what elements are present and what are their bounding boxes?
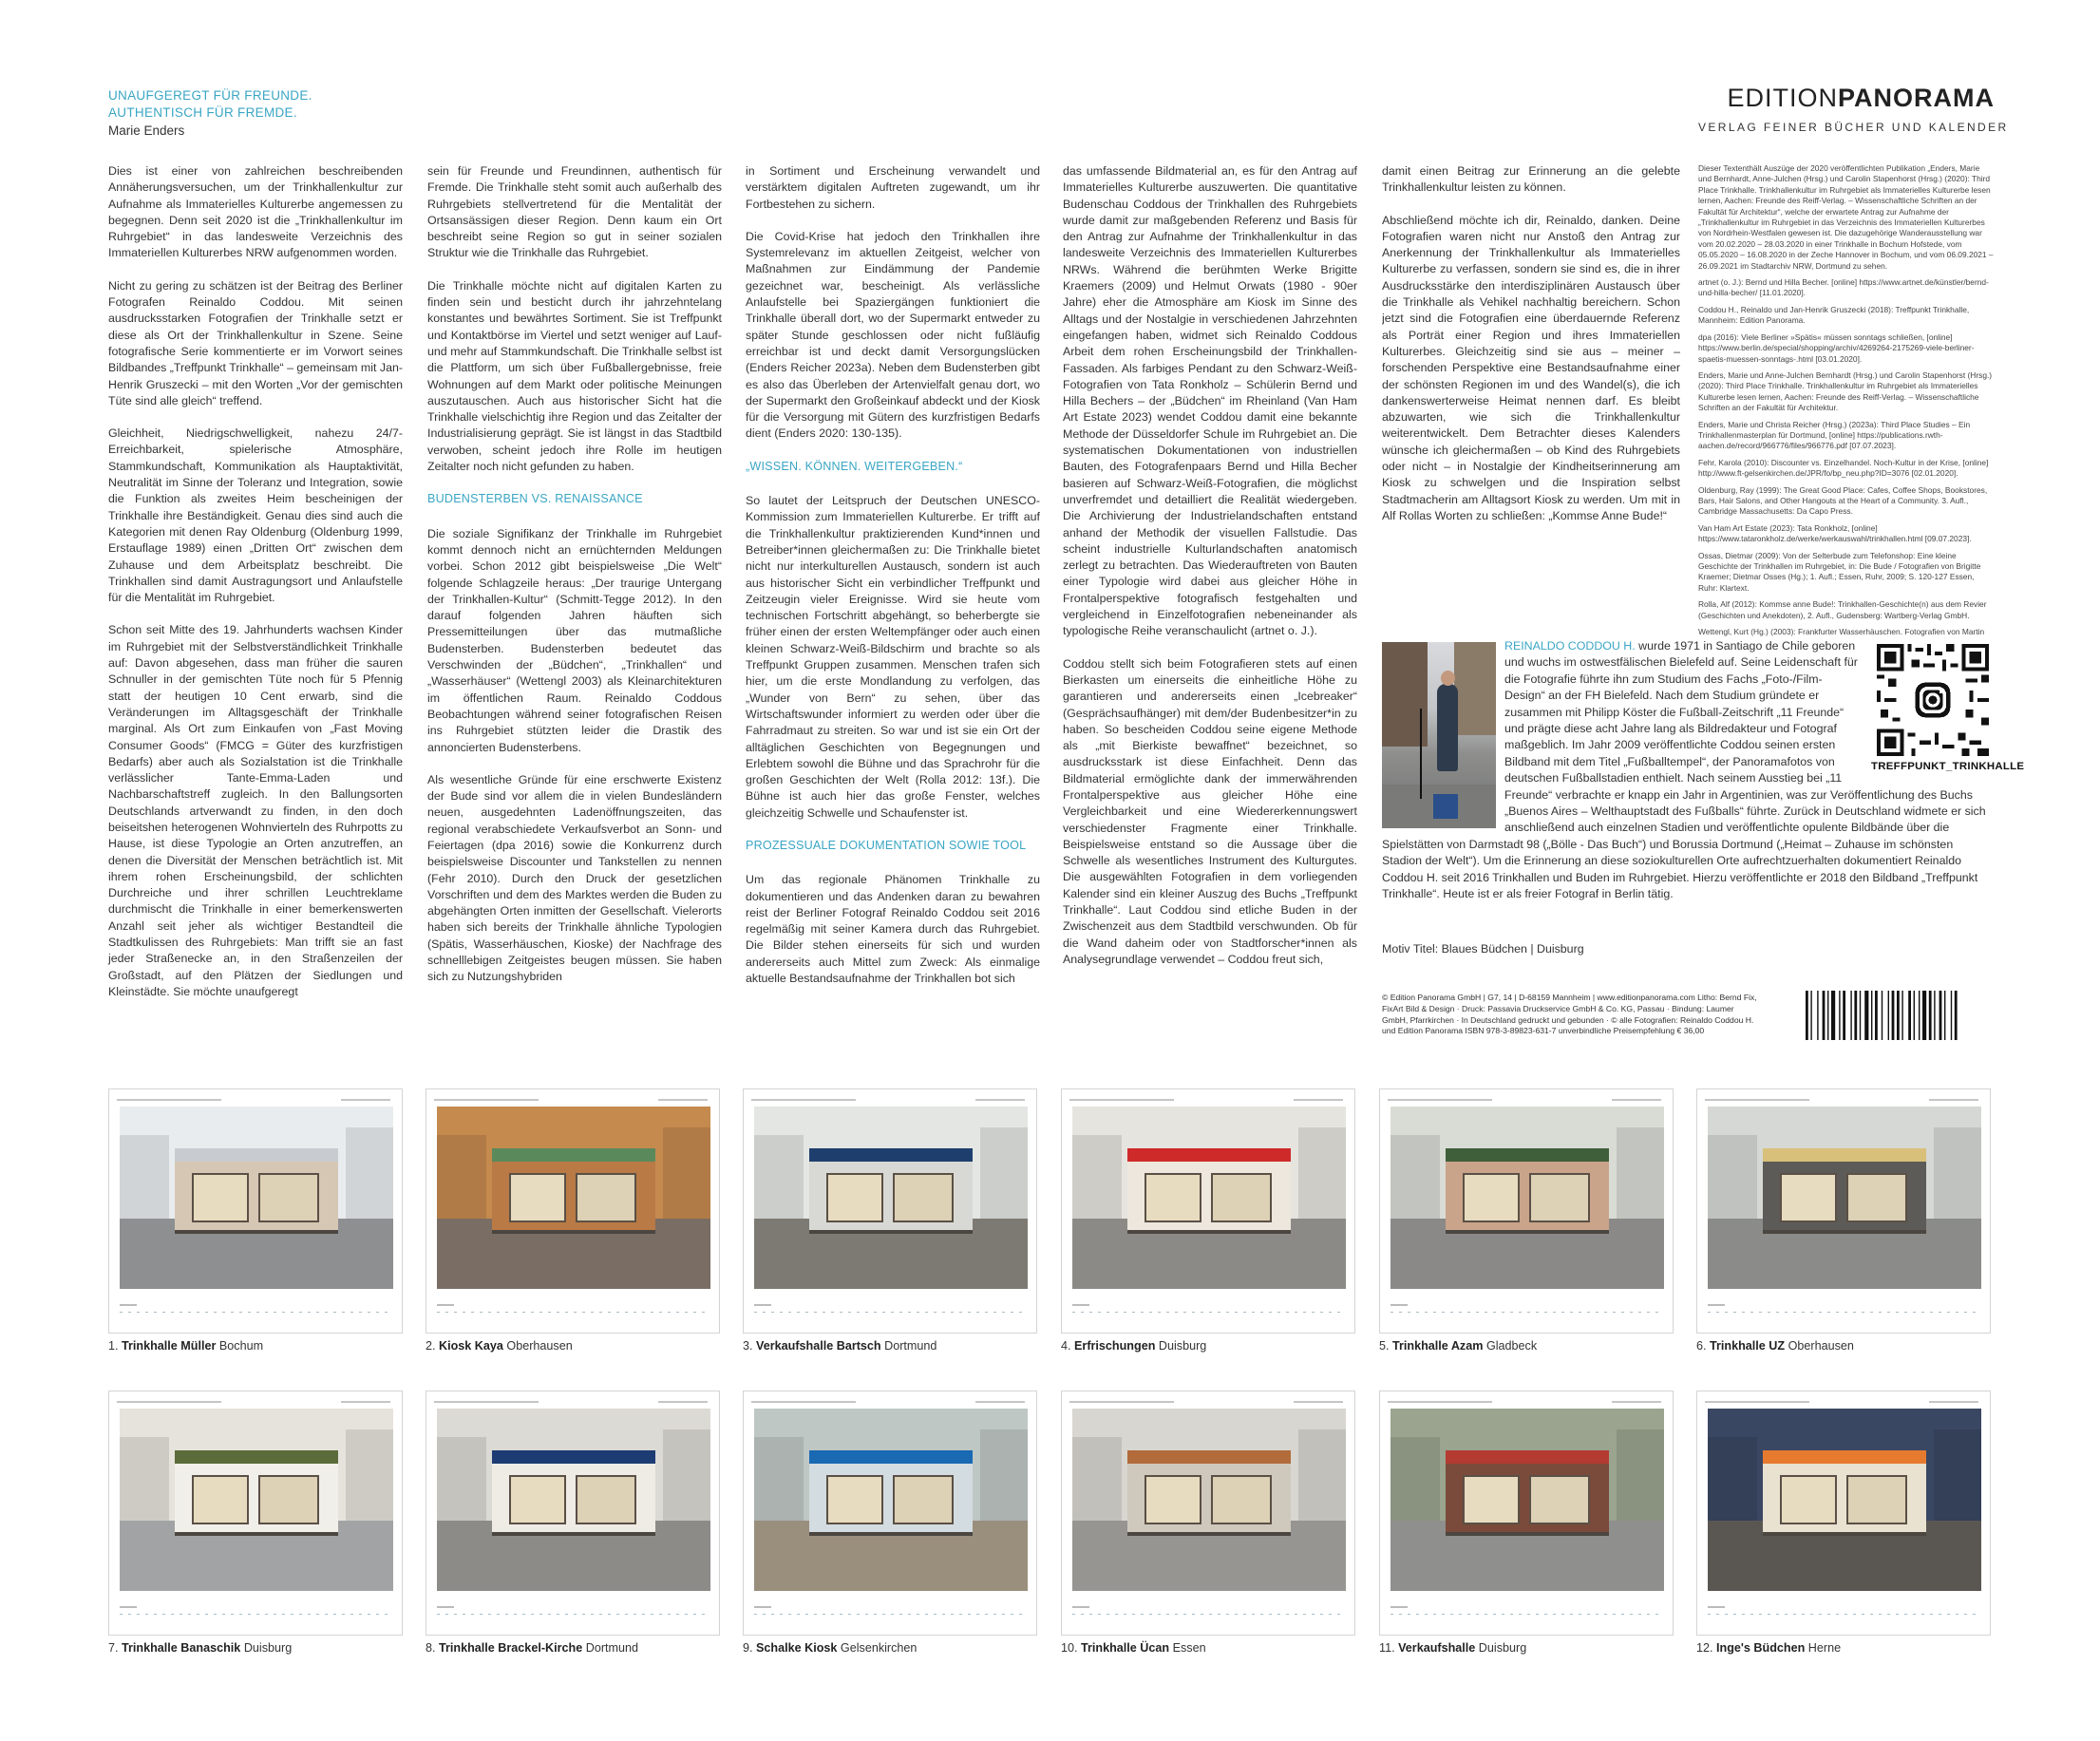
month-caption — [743, 1641, 917, 1655]
reference-item: Van Ham Art Estate (2023): Tata Ronkholz, [online] https://www.tataronkholz.de/werke/werkauswahl/trinkhallen.html [09.07.2023]. — [1698, 522, 1972, 544]
imprint: © Edition Panorama GmbH | G7, 14 | D-68159 Mannheim | www.editionpanorama.com Litho: Bernd Fix, FixArt Bild & Design · Druck: Passavia Druckservice GmbH & Co. KG, Passau · Bindung: Laumer GmbH, Pfarrkirchen · In Deutschland gedruckt und gebunden · © alle Fotografien: Reinaldo Coddou H. und Edition Panorama ISBN 978-3-89823-631-7 unverbindliche Preisempfehlung € 36,00 — [1382, 993, 1757, 1036]
calendar-day-strip — [754, 1606, 1028, 1619]
calendar-month-thumbnail[interactable] — [743, 1088, 1037, 1334]
reference-item: Oldenburg, Ray (1999): The Great Good Place: Cafes, Coffee Shops, Bookstores, Bars, Hair Salons, and Other Hangouts at the Heart of a Community. 3. Aufl., Cambridge Massachusetts: Da Capo Press. — [1698, 484, 1988, 517]
kiosk-city: Gladbeck — [1485, 1339, 1538, 1353]
calendar-day-strip — [1708, 1606, 1981, 1619]
paragraph: sein für Freunde und Freundinnen, authentisch für Fremde. Die Trinkhalle steht somit auch außerhalb des Ruhrgebiets stellvertretend für die Mentalität der Ortsansässigen dieser Region. Denn kaum ein Ort beschreibt seine Region so gut in seiner sozialen Struktur wie die Trinkhalle das Ruhrgebiet. — [427, 164, 722, 260]
month-caption — [1379, 1339, 1537, 1353]
references-list — [1698, 163, 1995, 636]
cover-motif: Motiv Titel: Blaues Büdchen | Duisburg — [1382, 942, 1584, 956]
paragraph: So lautet der Leitspruch der Deutschen UNESCO-Kommission zum Immateriellen Kulturerbe. Er trifft auf die Trinkhallenkultur praktizierenden Kund*innen und Betreiber*innen gleichermaßen zu: Die Trinkhalle bietet nicht nur interkulturellen Austausch, sondern ist auch aus historischer Sicht ein verbindlicher Treffpunkt und Zeitzeugin vieler Ereignisse. Wird sie heute vom technischen Fortschritt abgehängt, so beherbergte sie früher einen der ersten Weltempfänger oder auch einen kleinen Schwarz-Weiß-Bildschirm und brachte so als Treffpunkt Gruppen zusammen. Menschen trafen sich hier, um die erste Mondlandung zu verfolgen, das „Wunder von Bern“ zu sehen, über das Wirtschaftswunder informiert zu werden oder über die Fahrradmaut zu streiten. So war und ist sie ein Ort der alltäglichen Geschichten von Begegnungen und Erlebtem sowohl die Bühne und das Sprachrohr für die großen Geschichten der Welt (Rolla 2012: 13f.). Die Bühne ist auch hier das große Fenster, welches gleichzeitig Schwelle und Schaufenster ist. — [746, 494, 1040, 820]
kiosk-name: Schalke Kiosk — [756, 1641, 838, 1655]
month-caption — [1696, 1641, 1841, 1655]
article-kicker-1: UNAUFGEREGT FÜR FREUNDE. — [108, 88, 312, 103]
kiosk-name: Erfrischungen — [1074, 1339, 1156, 1353]
kiosk-city: Oberhausen — [506, 1339, 573, 1353]
month-caption — [108, 1641, 292, 1655]
paragraph: Abschließend möchte ich dir, Reinaldo, danken. Deine Fotografien waren nicht nur Anstoß den Antrag zur Anerkennung der Trinkhallenkultur als Immaterielles Kulturerbe zu verfassen, sondern sie sind es, die in ihrer Ausdrucksstärke den interdisziplinären Austausch über die Trinkhalle als Vehikel nachhaltig bereichern. Schon jetzt sind die Fotografien eine überdauernde Referenz als Porträt einer Region und ihres Immateriellen Kulturerbes. Gleichzeitig sind sie aus – meiner – forschenden Perspektive eine Bestandsaufnahme einer der schönsten Regionen im und des Wandel(s), die ich dankenswerterweise Heimat nennen darf. Es bleibt abzuwarten, wie sich die Trinkhallenkultur weiterentwickelt. Dem Betrachter dieses Kalenders wünsche ich gleichermaßen – ob Kind des Ruhrgebiets oder nicht – in Nostalgie der Kindheitserinnerung am Kiosk zu schwelgen und die Inspiration selbst Stadtmacherin am Alltagsort Kiosk zu werden. Um mit in Alf Rollas Worten zu schließen: „Kommse Anne Bude!“ — [1382, 213, 1680, 522]
paragraph: Die Covid-Krise hat jedoch den Trinkhallen ihre Systemrelevanz im aktuellen Zeitgeist, welcher von Maßnahmen zur Eindämmung der Pandemie gezeichnet war, bescheinigt. Als verlässliche Anlaufstelle bei Spaziergängen funktioniert die Trinkhalle überall dort, wo der Supermarkt entweder zu später Stunde geschlossen oder nicht fußläufig erreichbar ist und deckt damit Versorgungslücken (Enders Reicher 2023a). Neben dem Budensterben gibt es also das Überleben der Artenvielfalt genau dort, wo der Supermarkt den Großeinkauf abdeckt und der Kiosk für die Versorgung mit Gütern des kurzfristigen Bedarfs dient (Enders 2020: 130-135). — [746, 229, 1040, 441]
calendar-day-strip — [1391, 1606, 1664, 1619]
calendar-day-strip — [1708, 1304, 1981, 1317]
reference-item: Wettengl, Kurt (Hg.) (2003): Frankfurter Wasserhäuschen. Fotografien von Martin — [1698, 627, 1985, 636]
article-author: Marie Enders — [108, 123, 185, 138]
kiosk-city: Gelsenkirchen — [840, 1641, 918, 1655]
brand-tagline: VERLAG FEINER BÜCHER UND KALENDER — [1698, 121, 2009, 134]
reference-item: Enders, Marie und Anne-Julchen Bernhardt (Hrsg.) und Carolin Stapenhorst (Hrsg.) (2020): Third Place Trinkhalle. Trinkhallenkultur im Ruhrgebiet als Immaterielles Kulturerbe lesen lernen, Aachen: Freunde des Reiff-Verlag. – Wissenschaftliche Schriften an der Fakultät für Architektur. — [1698, 369, 1993, 413]
calendar-month-thumbnail[interactable] — [1696, 1088, 1991, 1334]
calendar-day-strip — [120, 1304, 393, 1317]
text-column-1 — [108, 163, 403, 1016]
calendar-day-strip — [754, 1304, 1028, 1317]
text-column-3 — [746, 163, 1040, 1003]
thumbnail-header — [751, 1097, 1029, 1103]
calendar-month-thumbnail[interactable] — [426, 1088, 720, 1334]
thumbnail-header — [1705, 1399, 1982, 1405]
calendar-day-strip — [1072, 1606, 1346, 1619]
section-heading: PROZESSUALE DOKUMENTATION SOWIE TOOL — [746, 838, 1027, 852]
month-number: 5. — [1379, 1339, 1390, 1353]
month-caption — [426, 1339, 573, 1353]
month-number: 7. — [108, 1641, 119, 1655]
isbn-barcode — [1806, 991, 1996, 1040]
calendar-month-thumbnail[interactable] — [1061, 1391, 1355, 1636]
brand-logo — [1698, 84, 2009, 134]
kiosk-photo — [1708, 1107, 1981, 1289]
reference-item: Dieser Textenthält Auszüge der 2020 veröffentlichten Publikation „Enders, Marie und Bernhardt, Anne-Julchen (Hrsg.) und Carolin Stapenhorst (Hrsg.) (2020): Third Place Trinkhalle. Trinkhallenkultur im Ruhrgebiet als Immaterielles Kulturerbe lesen lernen, Aachen: Freunde des Reiff-Verlag. – Wissenschaftliche Schriften an der Fakultät für Architektur“, welche der erwartete Antrag zur Aufnahme der „Trinkhallenkultur im Ruhrgebiet in das Verzeichnis des Immateriellen Kulturerbes von Nordrhein-Westfalen gewesen ist. Die dazugehörige Wanderausstellung war vom 20.02.2020 – 28.03.2020 in einer Trinkhalle in Bochum Hofstede, vom 05.05.2020 – 16.08.2020 in der Zeche Hannover in Bochum, und vom 06.09.2021 – 26.09.2021 im Stadtarchiv NRW, Dortmund zu sehen. — [1698, 163, 1994, 271]
kiosk-name: Trinkhalle Brackel-Kirche — [439, 1641, 583, 1655]
thumbnail-header — [1388, 1399, 1665, 1405]
kiosk-photo — [1708, 1409, 1981, 1591]
calendar-month-thumbnail[interactable] — [743, 1391, 1037, 1636]
thumbnail-header — [1388, 1097, 1665, 1103]
thumbnail-header — [434, 1399, 711, 1405]
calendar-day-strip — [437, 1304, 710, 1317]
paragraph: Die soziale Signifikanz der Trinkhalle im Ruhrgebiet kommt dennoch nicht an ernüchternden Meldungen vorbei. Schon 2012 gibt beispielsweise „Die Welt“ folgende Schlagzeile heraus: „Der traurige Untergang der Trinkhallen-Kultur“ (Schmitt-Tegge 2012). In den darauf folgenden Jahren häuften sich Pressemitteilungen über das mutmaßliche Budensterben. Budensterben bedeutet das Verschwinden der „Büdchen“, „Trinkhallen“ und „Wasserhäuser“ (Wettengl 2003) als Kleinarchitekturen im öffentlichen Raum. Reinaldo Coddous Beobachtungen während seiner fotografischen Reisen ins Ruhrgebiet stützten leider die Drastik des annoncierten Budensterbens. — [427, 526, 722, 754]
paragraph: damit einen Beitrag zur Erinnerung an die gelebte Trinkhallenkultur leisten zu können. — [1382, 164, 1680, 195]
paragraph: Um das regionale Phänomen Trinkhalle zu dokumentieren und das Andenken daran zu bewahren reist der Berliner Fotograf Reinaldo Coddou seit 2016 regelmäßig mit seiner Kamera durch das Ruhrgebiet. Die Bilder stehen einerseits für sich und wurden andererseits auch Mittel zum Zweck: Als einmalige aktuelle Bestandsaufnahme der Trinkhallen bot sich — [746, 873, 1040, 986]
reference-item: Fehr, Karola (2010): Discounter vs. Einzelhandel. Noch-Kultur in der Krise, [online] http://www.ft-gelsenkirchen.de/JPR/fo/bp_neu.php?ID=3076 [02.01.2020]. — [1698, 457, 1989, 479]
text-column-2 — [427, 163, 722, 1002]
thumbnail-header — [117, 1097, 394, 1103]
calendar-month-thumbnail[interactable] — [1696, 1391, 1991, 1636]
month-caption — [1061, 1641, 1206, 1655]
paragraph: Nicht zu gering zu schätzen ist der Beitrag des Berliner Fotografen Reinaldo Coddou. Mit seinen ausdrucksstarken Fotografien der Trinkhalle setzt er diese als Ort der Trinkhallenkultur in Szene. Seine fotografische Serie kommentierte er im Vorwort seines Bildbandes „Treffpunkt Trinkhalle“ – gemeinsam mit Jan-Henrik Gruszecki – mit den Worten „Vor der gemischten Tüte sind alle gleich“ treffend. — [108, 278, 403, 407]
month-caption — [108, 1339, 263, 1353]
paragraph: Die Trinkhalle möchte nicht auf digitalen Karten zu finden sein und besticht durch ihr jahrzehntelang konstantes und bewährtes Sortiment. Sie ist Treffpunkt und Kontaktbörse im Viertel und setzt weniger auf Lauf- und mehr auf Stammkundschaft. Die Trinkhalle selbst ist die Plattform, um sich über Fußballergebnisse, freie Wohnungen auf dem Markt oder politische Meinungen auszutauschen. Auch aus historischer Sicht hat die Trinkhalle vielschichtig ihre Region und das Zeitalter der Industrialisierung geprägt. Sie ist längst in das Stadtbild verwoben, scheint jedoch ihre Rolle im heutigen Zeitalter noch nicht gefunden zu haben. — [427, 278, 722, 474]
kiosk-city: Oberhausen — [1788, 1339, 1854, 1353]
month-number: 11. — [1379, 1641, 1395, 1655]
kiosk-city: Herne — [1807, 1641, 1842, 1655]
qr-label: TREFFPUNKT_TRINKHALLE — [1871, 761, 2025, 772]
kiosk-photo — [437, 1107, 710, 1289]
kiosk-photo — [1391, 1107, 1664, 1289]
kiosk-city: Dortmund — [585, 1641, 639, 1655]
month-number: 8. — [426, 1641, 436, 1655]
month-number: 10. — [1061, 1641, 1078, 1655]
calendar-day-strip — [1391, 1304, 1664, 1317]
calendar-day-strip — [1072, 1304, 1346, 1317]
kiosk-name: Trinkhalle Banaschik — [122, 1641, 241, 1655]
month-number: 9. — [743, 1641, 753, 1655]
thumbnail-header — [434, 1097, 711, 1103]
reference-item: dpa (2016): Viele Berliner »Spätis« müssen sonntags schließen, [online] https://www.berlin.de/special/shopping/archiv/4269264-2175269-viele-berliner-spaetis-muessen-sonntags-.html [03.01.2020]. — [1698, 331, 1975, 364]
kiosk-photo — [120, 1409, 393, 1591]
kiosk-name: Verkaufshalle Bartsch — [756, 1339, 881, 1353]
text-column-5 — [1382, 163, 1680, 638]
month-caption — [1379, 1641, 1526, 1655]
month-number: 6. — [1696, 1339, 1707, 1353]
month-number: 2. — [426, 1339, 436, 1353]
article-heading — [108, 87, 431, 140]
calendar-day-strip — [120, 1606, 393, 1619]
kiosk-name: Trinkhalle Müller — [122, 1339, 217, 1353]
kiosk-photo — [1072, 1409, 1346, 1591]
reference-item: Rolla, Alf (2012): Kommse anne Bude!: Trinkhallen-Geschichte(n) aus dem Revier (Geschichten und Anekdoten), 2. Aufl., Gudensberg: Wartberg-Verlag GmbH. — [1698, 599, 1987, 620]
text-column-4 — [1063, 163, 1357, 984]
paragraph: das umfassende Bildmaterial an, es für den Antrag auf Immaterielles Kulturerbe auszuwerten. Die quantitative Budenschau Coddous der Trinkhallen des Ruhrgebiets wurde damit zur maßgebenden Referenz und Basis für den Antrag zur Aufnahme der Trinkhallenkultur in das landesweite Verzeichnis des Immateriellen Kulturerbes NRWs. Während die berühmten Werke Brigitte Kraemers (2009) und Helmut Orwats (1980 - 90er Jahre) eher die Atmosphäre am Kiosk im Sinne des Alltags und der Nostalgie in verschiedenen Jahrzehnten eingefangen haben, widmet sich Reinaldo Coddous Arbeit dem rohen Erscheinungsbild der Trinkhallen-Fassaden. Als farbiges Pendant zu den Schwarz-Weiß-Fotografien von Tata Ronkholz – Schülerin Bernd und Hilla Bechers – der „Büdchen“ im Rheinland (Van Ham Art Estate 2023) wendet Coddou damit eine bekannte Methode der Düsseldorfer Schule im Ruhrgebiet an. Die systematischen Dokumentationen von industriellen Bauten, des Fotografenpaars Bernd und Hilla Becher basieren auf Schwarz-Weiß-Fotografien, die möglichst unverfremdet und detailliert die Realität wiedergeben. Die Archivierung der Industrielandschaften entstand anhand der Methodik der visuellen Fallstudie. Das scheint industrielle Kulturlandschaften anatomisch zerlegt zu betrachten. Das Wiederauftreten von Bauten einer Typologie wird dabei aus gleicher Höhe in Frontalperspektive fotografisch festgehalten und vergleichend in Einzelfotografien nebeneinander als typologische Reihe veranschaulicht (artnet o. J.). — [1063, 164, 1357, 638]
instagram-qr-code[interactable] — [1877, 644, 1989, 756]
photographer-name: REINALDO CODDOU H. — [1504, 639, 1636, 653]
kiosk-photo — [120, 1107, 393, 1289]
kiosk-city: Duisburg — [243, 1641, 293, 1655]
kiosk-name: Trinkhalle Ücan — [1081, 1641, 1170, 1655]
reference-item: Coddou H., Reinaldo und Jan-Henrik Gruszecki (2018): Treffpunkt Trinkhalle, Mannheim: Edition Panorama. — [1698, 304, 1970, 326]
calendar-month-thumbnail[interactable] — [1379, 1088, 1674, 1334]
kiosk-city: Dortmund — [884, 1339, 937, 1353]
paragraph: Als wesentliche Gründe für eine erschwerte Existenz der Bude sind vor allem die in vielen Bundesländern neuen, ausgedehnten Ladenöffnungszeiten, das regional verabschiedete Verkaufsverbot an Sonn- und Feiertagen (dpa 2016) sowie die Konkurrenz durch beispielsweise Discounter und Tankstellen zu nennen (Fehr 2010). Durch den Druck der gesetzlichen Vorschriften und dem des Marktes werden die Buden zu abgehängten Orten inmitten der Gesellschaft. Vielerorts haben sich bereits der Trinkhalle ähnliche Typologien (Spätis, Wasserhäuschen, Kioske) der Nachfrage des schnelllebigen Zeitgeistes beugen müssen. Sie haben sich zu Nutzungshybriden — [427, 772, 722, 984]
kiosk-photo — [754, 1107, 1028, 1289]
reference-item: Enders, Marie und Christa Reicher (Hrsg.) (2023a): Third Place Studies – Ein Trinkhallenmasterplan für Dortmund, [online] https://publications.rwth-aachen.de/record/966776/files/966776.pdf [07.07.2023]. — [1698, 419, 1971, 451]
month-number: 1. — [108, 1339, 119, 1353]
calendar-month-thumbnail[interactable] — [1379, 1391, 1674, 1636]
paragraph: in Sortiment und Erscheinung verwandelt und verstärktem digitalen Auftreten zugewandt, um ihr Fortbestehen zu sichern. — [746, 164, 1040, 211]
month-number: 12. — [1696, 1641, 1713, 1655]
bio-text: wurde 1971 in Santiago de Chile geboren und wuchs im ostwestfälischen Bielefeld auf. Seine Leidenschaft für die Fotografie führte ihn zum Studium des Fachs „Foto-/Film-Design“ an der FH Bielefeld. Nach dem Studium gründete er zusammen mit Philipp Köster die Fußball-Zeitschrift „11 Freunde“ und prägte diese acht Jahre lang als Bildredakteur und Fotograf maßgeblich. Im Jahr 2009 veröffentlichte Coddou seinen ersten Bildband mit dem Titel „Fußballtempel“, der Panoramafotos von deutschen Fußballstadien enthielt. Nach seinem Ausstieg bei „11 Freunde“ verbrachte er knapp ein Jahr in Argentinien, was zur Veröffentlichung des Buchs „Buenos Aires – Welthauptstadt des Fußballs“ führte. Zurück in Deutschland widmete er sich anschließend auch einzelnen Stadien und veröffentlichte opulente Bildbände über die Spielstätten von Darmstadt 98 („Bölle - Das Buch“) und Borussia Dortmund („Heimat – Zuhause im schönsten Stadion der Welt“). Um die Erinnerung an diese soziokulturellen Orte aufrechtzuerhalten dokumentiert Reinaldo Coddou H. seit 2016 Trinkhallen und Buden im Ruhrgebiet. Hierzu veröffentlichte er 2018 den Bildband „Treffpunkt Trinkhalle“. Heute ist er als freier Fotograf in Berlin tätig. — [1382, 639, 1986, 901]
kiosk-city: Essen — [1172, 1641, 1206, 1655]
month-caption — [743, 1339, 936, 1353]
kiosk-photo — [1072, 1107, 1346, 1289]
paragraph: Gleichheit, Niedrigschwelligkeit, nahezu 24/7-Erreichbarkeit, spielerische Atmosphäre, Stammkundschaft, Kommunikation als Hauptaktivität, Neutralität im Sinne der Toleranz und Integration, sowie die Funktion als zweites Heim bescheinigen der Trinkhalle ihre Beständigkeit. Genau dies sind auch die Kategorien mit denen Ray Oldenburg (Oldenburg 1999, Erstauflage 1989) einen „Dritten Ort“ zwischen dem Zuhause und dem Arbeitsplatz beschreibt. Die Trinkhallen sind damit Austragungsort und Anlaufstelle für die Mentalität im Ruhrgebiet. — [108, 426, 403, 605]
kiosk-name: Kiosk Kaya — [439, 1339, 503, 1353]
reference-item: artnet (o. J.): Bernd und Hilla Becher. [online] https://www.artnet.de/künstler/bernd-und-hilla-becher/ [11.01.2020]. — [1698, 277, 1989, 298]
thumbnail-header — [117, 1399, 394, 1405]
month-number: 3. — [743, 1339, 753, 1353]
kiosk-photo — [437, 1409, 710, 1591]
kiosk-name: Inge's Büdchen — [1716, 1641, 1806, 1655]
reference-item: Ossas, Dietmar (2009): Von der Selterbude zum Telefonshop: Eine kleine Geschichte der Trinkhallen im Ruhrgebiet, in: Die Bude / Fotografien von Brigitte Kraemer; Dietmar Osses (Hg.); 1. Aufl.; Essen, Ruhr, 2009; S. 120-127 Essen, Ruhr: Klartext. — [1698, 550, 1981, 593]
month-caption — [426, 1641, 638, 1655]
section-heading: BUDENSTERBEN VS. RENAISSANCE — [427, 492, 643, 506]
month-caption — [1696, 1339, 1854, 1353]
kiosk-city: Duisburg — [1478, 1641, 1527, 1655]
brand-name: EDITIONPANORAMA — [1727, 84, 1995, 112]
thumbnail-header — [1069, 1097, 1347, 1103]
calendar-month-thumbnail[interactable] — [1061, 1088, 1355, 1334]
calendar-day-strip — [437, 1606, 710, 1619]
kiosk-photo — [1391, 1409, 1664, 1591]
kiosk-photo — [754, 1409, 1028, 1591]
thumbnail-header — [1705, 1097, 1982, 1103]
paragraph: Schon seit Mitte des 19. Jahrhunderts wachsen Kinder im Ruhrgebiet mit der Selbstverständlichkeit Trinkhalle auf: Davon abgesehen, dass man früher die sauren Schnuller in der gemischten Tüte noch für 5 Pfennig statt der heutigen 10 Cent erwarb, sind die Veränderungen im Alltagsgeschäft der Trinkhalle marginal. Als Ort zum Einkaufen von „Fast Moving Consumer Goods“ (FMCG = Güter des kurzfristigen Bedarfs) aber auch als Sozialstation ist die Trinkhalle verlässlicher Tante-Emma-Laden und Nachbarschaftstreff zugleich. In den Ballungsorten Deutschlands artverwandt zu finden, in den doch beiseitshen heterogenen Wohnvierteln des Ruhrpotts zu Hause, ist diese Typologie an Orten anzutreffen, an denen die Diversität der Menschen beträchtlich ist. Mit ihrem rohen Erscheinungsbild, der schlichten Durchreiche und ihrer schrillen Leuchtreklame durchmischt die Trinkhalle in einer bemerkenswerten Anzahl seit jeher als wichtiger Bestandteil die Stadtkulissen des Ruhrgebiets: Man trifft sie an fast jeder Straßenecke an, in den Straßenzeilen der Großstadt, auf den Plätzen der Siedlungen und Kleinstädte. Sie möchte unaufgeregt — [108, 623, 403, 998]
month-caption — [1061, 1339, 1206, 1353]
kiosk-name: Trinkhalle Azam — [1392, 1339, 1484, 1353]
paragraph: Coddou stellt sich beim Fotografieren stets auf einen Bierkasten um einerseits die einheitliche Höhe zu garantieren und andererseits einen „Icebreaker“ (Gesprächsaufhänger) mit dem/der Budenbesitzer*in zu haben. So bescheiden Coddou seine eigene Methode als „mit Bierkiste bewaffnet“ bezeichnet, so ausdrucksstark ist diese Einfachheit. Denn das Bildmaterial ermöglichte dank der immerwährenden Frontalperspektive aus gleicher Höhe eine Vergleichbarkeit und eine Wiedererkennungswert verschiedenster Fragmente einer Trinkhalle. Beispielsweise entstand so die Aussage über die Schwelle als wesentliches Instrument des Kulturgutes. Die ausgewählten Fotografien in dem vorliegenden Kalender sind ein kleiner Auszug des Buchs „Treffpunkt Trinkhalle“. Laut Coddou sind etliche Buden in der Zwischenzeit aus dem Stadtbild verschwunden. Ob für die Wand daheim oder von Stadtforscher*innen als Analysegrundlage verwendet – Coddou freut sich, — [1063, 656, 1357, 966]
kiosk-city: Duisburg — [1158, 1339, 1207, 1353]
kiosk-name: Trinkhalle UZ — [1710, 1339, 1786, 1353]
thumbnail-header — [1069, 1399, 1347, 1405]
paragraph: Dies ist einer von zahlreichen beschreibenden Annäherungsversuchen, um der Trinkhallenkultur zur Aufnahme als Immaterielles Kulturerbe angemessen zu begegnen. Denn seit 2020 ist die „Trinkhallenkultur im Ruhrgebiet“ in das landesweite Verzeichnis des Immateriellen Kulturerbes NRW aufgenommen worden. — [108, 164, 403, 260]
kiosk-name: Verkaufshalle — [1398, 1641, 1476, 1655]
month-number: 4. — [1061, 1339, 1071, 1353]
calendar-month-thumbnail[interactable] — [108, 1391, 403, 1636]
calendar-month-thumbnail[interactable] — [108, 1088, 403, 1334]
section-heading: „WISSEN. KÖNNEN. WEITERGEBEN.“ — [746, 459, 963, 473]
article-kicker-2: AUTHENTISCH FÜR FREMDE. — [108, 105, 297, 120]
thumbnail-header — [751, 1399, 1029, 1405]
calendar-month-thumbnail[interactable] — [426, 1391, 720, 1636]
kiosk-city: Bochum — [218, 1339, 264, 1353]
